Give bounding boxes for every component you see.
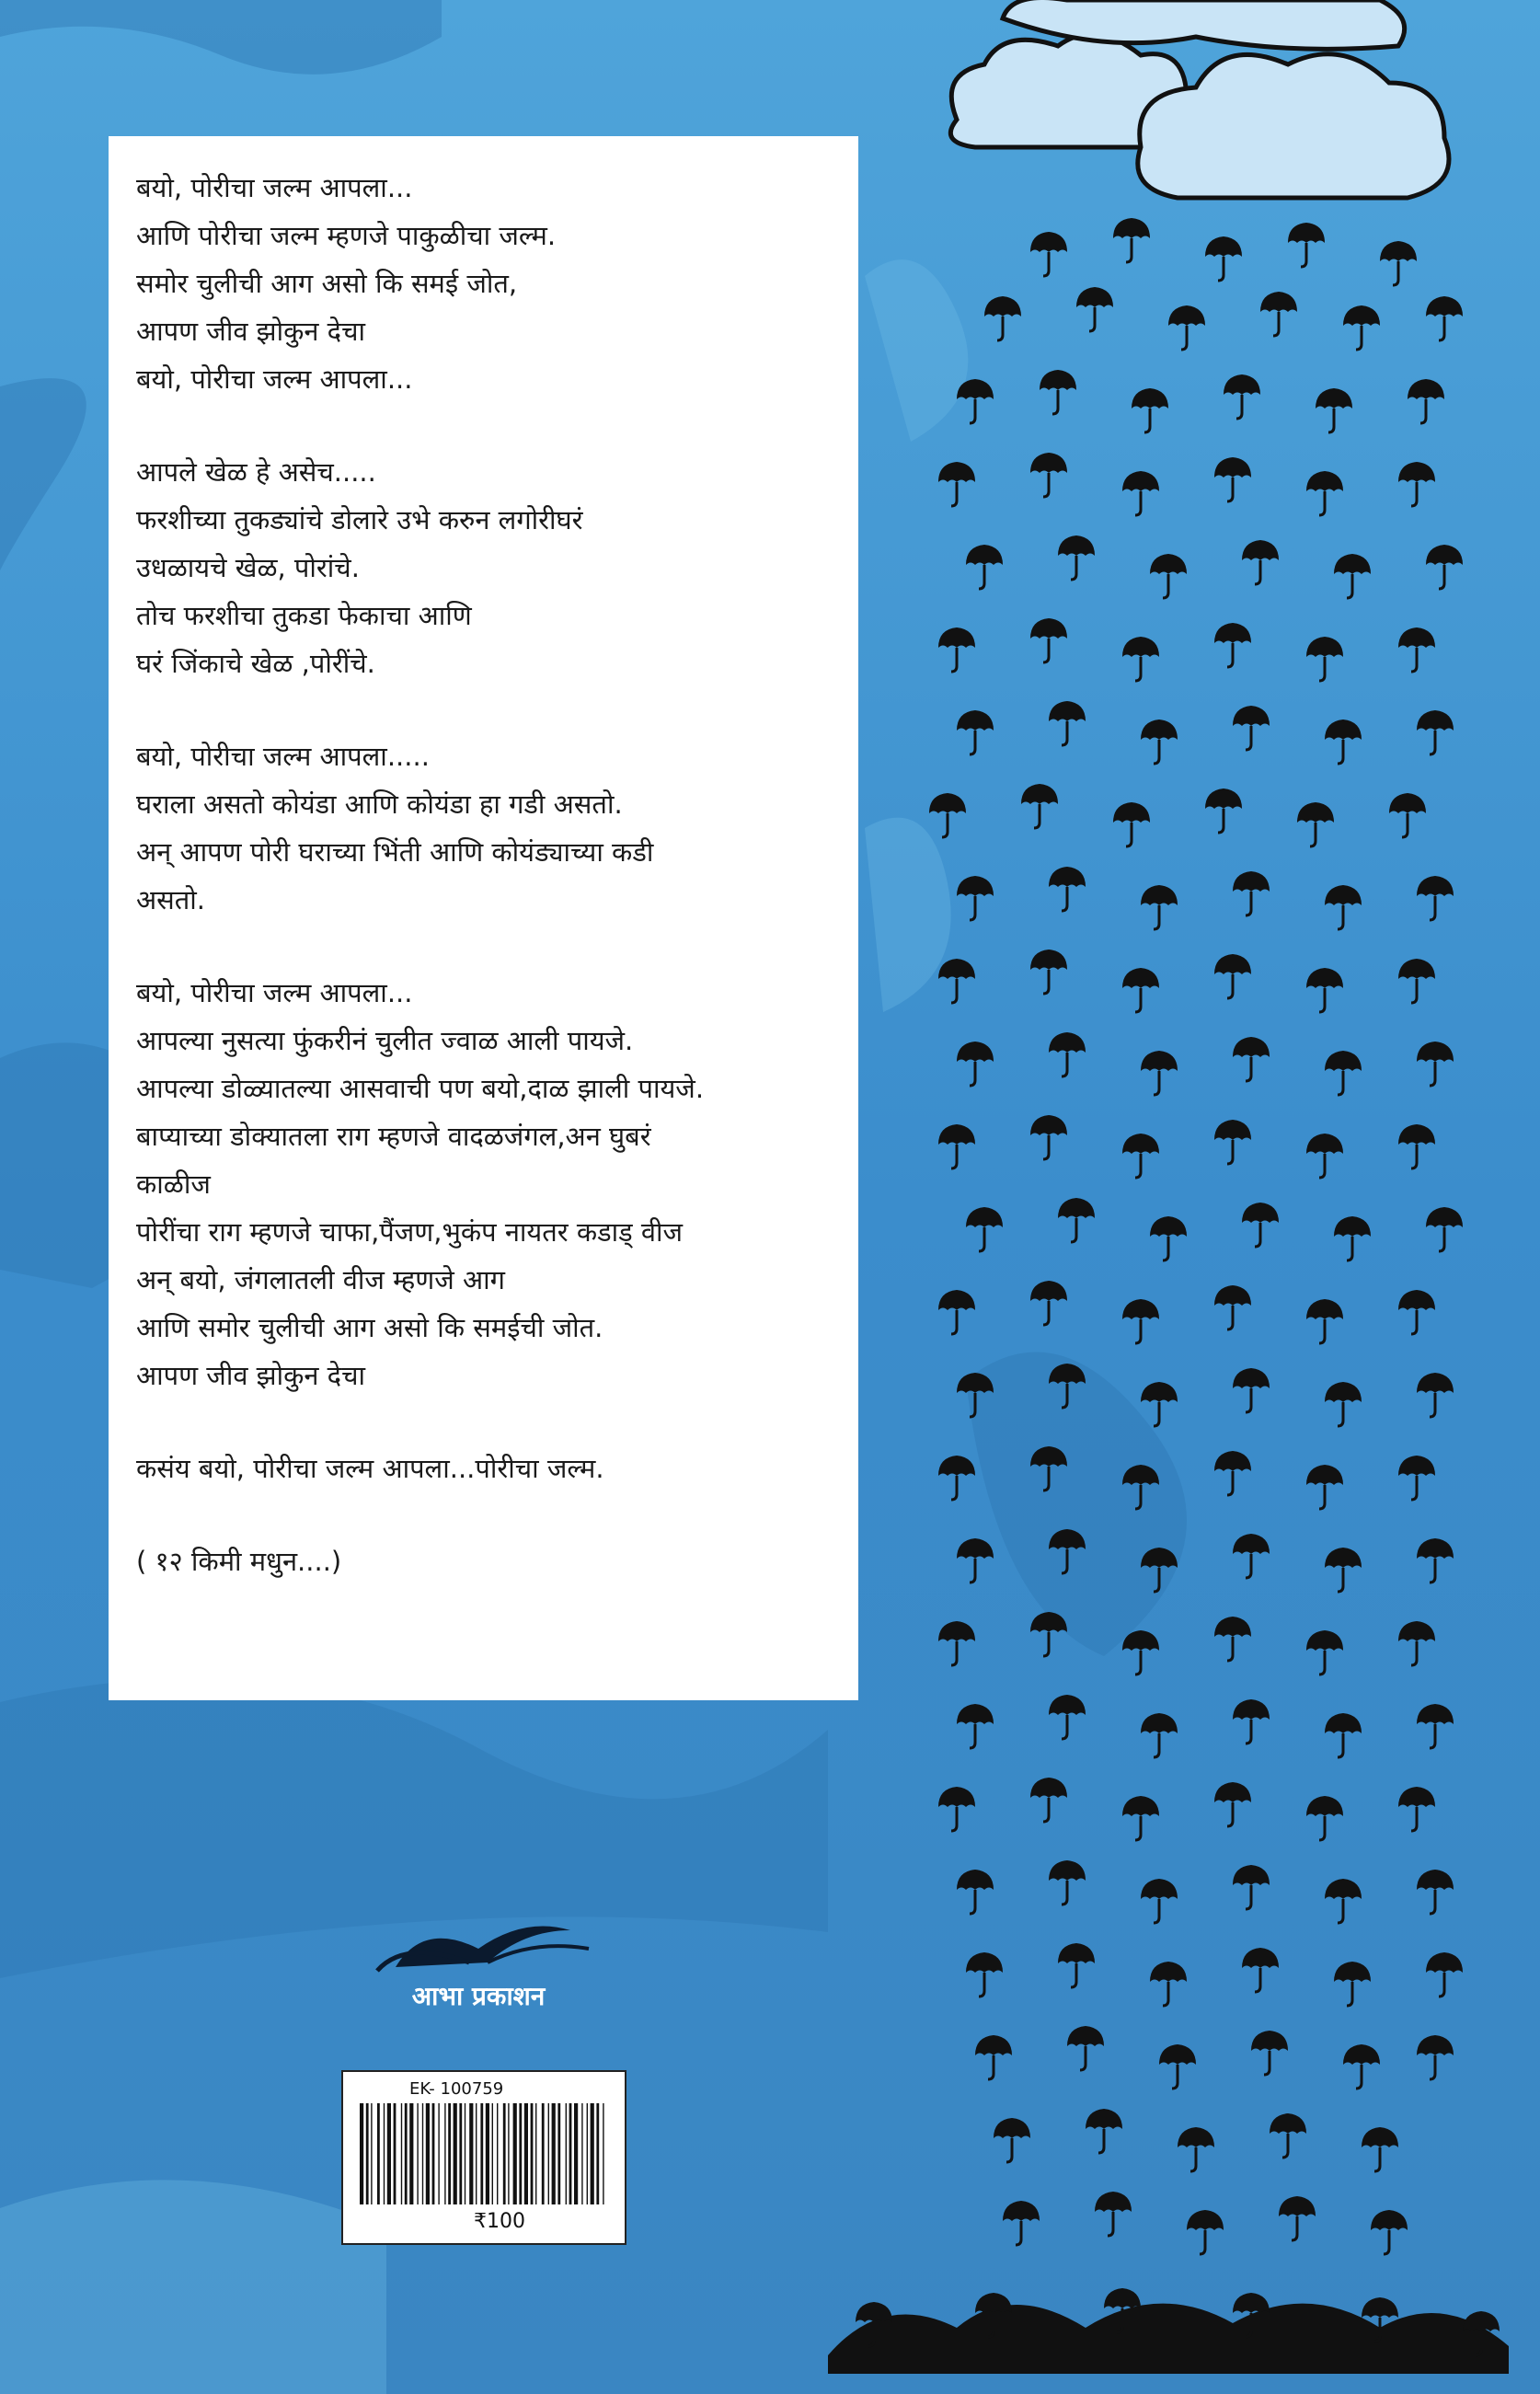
poem-line: आणि पोरीचा जल्म म्हणजे पाकुळीचा जल्म. [136,220,557,251]
poem-line: घरं जिंकाचे खेळ ,पोरींचे. [136,648,375,679]
poem-line: असतो. [136,884,206,915]
poem-stanza [136,969,831,1399]
poem-line: घराला असतो कोयंडा आणि कोयंडा हा गडी असतो. [136,788,623,820]
poem-line: आपल्या नुसत्या फुंकरीनं चुलीत ज्वाळ आली पायजे. [136,1025,634,1056]
poem-credit: ( १२ किमी मधुन....) [136,1546,342,1577]
poem-line: अन् बयो, जंगलातली वीज म्हणजे आग [136,1264,505,1295]
poem-line: तोच फरशीचा तुकडा फेकाचा आणि [136,600,472,631]
poem-line: आपल्या डोळ्यातल्या आसवाची पण बयो,दाळ झाली पायजे. [136,1073,705,1104]
barcode-bars-icon [358,2103,612,2204]
poem-line: बयो, पोरीचा जल्म आपला... [136,172,413,203]
poem-line: बयो, पोरीचा जल्म आपला..... [136,741,430,772]
publisher-name: आभा प्रकाशन [411,1981,546,2011]
poem-line: उधळायचे खेळ, पोरांचे. [136,552,360,583]
poem-stanza [136,164,831,403]
poem-line: कसंय बयो, पोरीचा जल्म आपला...पोरीचा जल्म. [136,1453,604,1484]
poem-line: आपले खेळ हे असेच..... [136,456,376,488]
poem-line: बयो, पोरीचा जल्म आपला... [136,977,413,1008]
open-book-icon [340,1912,616,1976]
poem-stanza [136,732,831,924]
poem-line: बयो, पोरीचा जल्म आपला... [136,363,413,395]
poem-stanza [136,448,831,687]
poem-line: समोर चुलीची आग असो कि समई जोत, [136,268,518,299]
poem-line: अन् आपण पोरी घराच्या भिंती आणि कोयंड्याच्या कडी [136,836,654,868]
poem-line: काळीज [136,1168,211,1200]
poem-line: आणि समोर चुलीची आग असो कि समईची जोत. [136,1312,603,1343]
poem-panel [109,136,858,1700]
poem-stanza [136,1444,831,1492]
barcode [341,2070,626,2245]
barcode-id: EK- 100759 [409,2079,504,2099]
poem-line: फरशीच्या तुकड्यांचे डोलारे उभे करुन लगोरीघरं [136,504,583,535]
poem-line: बाप्याच्या डोक्यातला राग म्हणजे वादळजंगल,अन घुबरं [136,1121,651,1152]
poem-line: आपण जीव झोकुन देचा [136,316,366,347]
publisher-logo [340,1912,635,2022]
poem-line: पोरींचा राग म्हणजे चाफा,पैंजण,भुकंप नायतर कडाड् वीज [136,1216,684,1248]
price-label: ₹100 [474,2210,525,2233]
poem-line: आपण जीव झोकुन देचा [136,1360,366,1391]
